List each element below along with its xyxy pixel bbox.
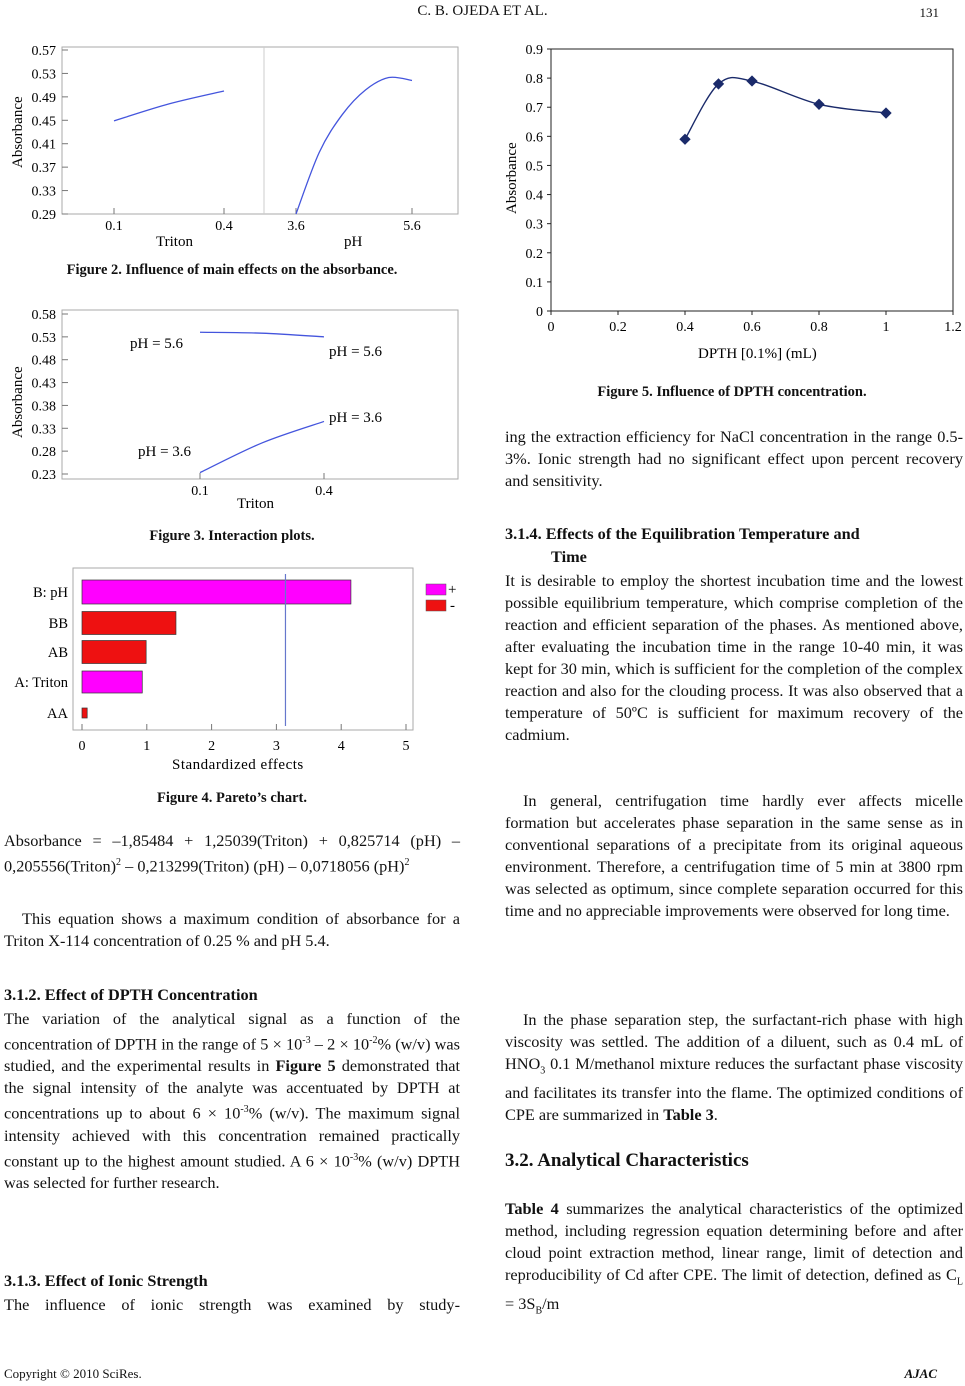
fig2-xtick-label: 3.6 [287, 219, 305, 234]
fig5-xlabel: DPTH [0.1%] (mL) [698, 346, 817, 362]
fig4-xtick-label: 1 [143, 739, 151, 754]
equation-text [4, 830, 460, 877]
footer-journal: AJAC [904, 1366, 937, 1381]
section-heading-3-2: 3.2. Analytical Characteristics [505, 1150, 749, 1171]
fig5-data-point [679, 134, 690, 145]
sup: -2 [369, 1035, 378, 1046]
paragraph-text: demonstrated that the signal intensity of the analyte was accentuated by DPTH at concentrations up to about 6 × 10 [4, 1056, 460, 1123]
paragraph-dpth [4, 1008, 460, 1194]
fig5-xtick-label: 1.2 [944, 320, 962, 335]
table-4-ref[interactable]: Table 4 [505, 1199, 559, 1218]
paragraph-analytical [505, 1198, 963, 1323]
fig2-xtick-label: 5.6 [403, 219, 421, 234]
fig2-xlabel-ph: pH [344, 234, 363, 250]
equation-sup: 2 [404, 857, 410, 868]
fig3-ytick-label: 0.38 [31, 399, 56, 415]
page-number: 131 [919, 5, 939, 20]
fig5-series-line [685, 78, 886, 140]
paragraph-text: % (w/v). The maximum signal intensity achieved with this concentration remained practically constant up to the highest amount studied. A 6 × 10 [4, 1103, 460, 1171]
figure-2-caption: Figure 2. Influence of main effects on the absorbance. [66, 262, 398, 278]
fig5-ytick-label: 0 [536, 305, 543, 320]
fig5-ytick-label: 0.5 [525, 159, 543, 175]
fig4-bar [82, 612, 176, 635]
paragraph-text: /m [542, 1294, 560, 1314]
fig3-series-line [200, 421, 324, 472]
running-header: C. B. OJEDA ET AL. [417, 3, 548, 19]
fig3-xtick-label: 0.1 [191, 484, 209, 499]
fig4-category-label: B: pH [32, 585, 68, 601]
figure-3-caption: Figure 3. Interaction plots. [149, 528, 315, 544]
fig4-category-label: AB [47, 645, 68, 661]
paragraph-text: summarizes the analytical characteristics of the optimized method, including regression equation determining before and after cloud point extraction method, linear range, limit of detection and reproducibility of Cd after CPE. The limit of detection, defined as C [505, 1199, 963, 1284]
sup: -3 [240, 1104, 249, 1116]
fig2-xlabel-triton: Triton [156, 234, 193, 250]
fig3-xtick-label: 0.4 [315, 484, 333, 499]
paragraph-nacl: ing the extraction efficiency for NaCl concentration in the range 0.5-3%. Ionic strength had no significant effect upon percent recovery and sensitivity. [505, 427, 963, 490]
fig5-xtick-label: 1 [882, 320, 890, 335]
fig2-ytick-label: 0.33 [31, 184, 56, 200]
fig5-ytick-label: 0.9 [525, 43, 543, 58]
paragraph-phase-separation [505, 1009, 963, 1126]
fig3-ytick-label: 0.23 [31, 468, 56, 483]
fig2-xtick-label: 0.4 [215, 219, 233, 234]
fig4-category-label: BB [48, 616, 68, 632]
fig4-xtick-label: 0 [78, 739, 86, 754]
fig4-category-label: A: Triton [14, 675, 68, 691]
fig5-ytick-label: 0.2 [525, 246, 543, 262]
sub: 3 [540, 1065, 546, 1077]
fig5-data-point [880, 107, 891, 118]
fig5-xtick-label: 0.6 [743, 320, 761, 335]
fig4-legend-plus: + [448, 582, 457, 598]
fig2-line-ph [296, 77, 412, 214]
fig5-ytick-label: 0.4 [525, 188, 543, 204]
fig4-xtick-label: 3 [272, 739, 280, 754]
fig4-bar [82, 708, 87, 718]
paragraph-text: = 3S [505, 1294, 536, 1314]
footer-copyright: Copyright © 2010 SciRes. [4, 1366, 142, 1381]
fig4-bar [82, 641, 146, 664]
fig3-label-ph56-right: pH = 5.6 [329, 344, 383, 360]
equation-part: Absorbance = –1,85484 + 1,25039(Triton) + 0,825714 (pH) – 0,205556(Triton) [4, 831, 460, 876]
sub: L [956, 1276, 963, 1288]
paragraph-incubation: It is desirable to employ the shortest incubation time and the lowest possible equilibrium temperature, which comprise completion of the reaction and efficient separation of the phases. As mentioned above, after evaluating the incubation time in the range 10-40 min, it was kept for 30 min, which is sufficient for the completion of the complex reaction and also for the clouding process. It was also observed that a temperature of 50ºC is sufficient for maximum recovery of the cadmium. [505, 571, 963, 744]
fig2-ytick-label: 0.49 [31, 90, 56, 106]
figure-3 [4, 302, 460, 514]
figure-5-chart [502, 38, 962, 363]
paragraph-text: % (w/v) DPTH was selected for further research. [4, 1151, 460, 1193]
section-heading-3-1-4: 3.1.4. Effects of the Equilibration Temperature and [505, 524, 860, 543]
fig5-ytick-label: 0.1 [525, 275, 543, 291]
paragraph-text: The variation of the analytical signal as a function of the concentration of DPTH in the range of 5 × 10 [4, 1009, 460, 1054]
fig4-xtick-label: 2 [208, 739, 216, 754]
fig3-ytick-label: 0.33 [31, 422, 56, 438]
section-heading-3-1-2: 3.1.2. Effect of DPTH Concentration [4, 985, 258, 1004]
fig2-ytick-label: 0.37 [31, 161, 56, 177]
figure-5-caption: Figure 5. Influence of DPTH concentration. [597, 384, 867, 400]
fig4-bar [82, 580, 351, 604]
fig3-ytick-label: 0.58 [31, 308, 56, 323]
equation-part: – 0,213299(Triton) (pH) – 0,0718056 (pH) [121, 856, 405, 876]
fig3-label-ph36-left: pH = 3.6 [138, 444, 192, 460]
paragraph-text: – 2 × 10 [310, 1034, 370, 1054]
fig5-xtick-label: 0 [547, 320, 555, 335]
fig4-xlabel: Standardized effects [172, 757, 304, 773]
section-heading-3-1-4-cont: Time [551, 547, 587, 566]
fig5-xtick-label: 0.8 [810, 320, 828, 335]
fig5-ytick-label: 0.6 [525, 130, 543, 146]
fig2-ytick-label: 0.41 [31, 137, 56, 153]
fig4-legend-minus-swatch [426, 600, 446, 611]
fig3-xlabel: Triton [237, 496, 274, 512]
fig5-ytick-label: 0.7 [525, 101, 543, 117]
fig2-ytick-label: 0.29 [31, 208, 56, 223]
section-heading-3-1-3: 3.1.3. Effect of Ionic Strength [4, 1271, 208, 1290]
fig5-data-point [813, 99, 824, 110]
fig4-category-label: AA [47, 706, 68, 722]
fig4-bar [82, 671, 142, 693]
fig4-xtick-label: 5 [402, 739, 410, 754]
fig5-data-point [746, 75, 757, 86]
fig3-label-ph56-left: pH = 5.6 [130, 336, 184, 352]
figure-2 [4, 38, 460, 252]
fig3-ylabel: Absorbance [10, 366, 26, 438]
fig2-line-triton [114, 91, 224, 121]
figure-4 [4, 566, 460, 776]
fig3-ytick-label: 0.53 [31, 330, 56, 346]
fig3-series-line [200, 332, 324, 337]
fig5-ytick-label: 0.8 [525, 72, 543, 88]
paragraph-text: % (w/v) was studied, and the experimental results in [4, 1034, 460, 1076]
paragraph-centrifugation [505, 790, 963, 922]
fig2-ytick-label: 0.57 [31, 44, 56, 59]
fig3-ytick-label: 0.43 [31, 376, 56, 392]
fig5-xtick-label: 0.4 [676, 320, 694, 335]
fig4-xtick-label: 4 [337, 739, 345, 754]
figure-2-chart [4, 38, 460, 252]
fig3-ytick-label: 0.28 [31, 445, 56, 461]
figure-5 [502, 38, 962, 363]
paragraph-text: In the phase separation step, the surfactant-rich phase with high viscosity was settled. The addition of a diluent, such as 0.4 mL of HNO [505, 1010, 963, 1073]
sup: -3 [349, 1151, 359, 1163]
paragraph-text: This equation shows a maximum condition of absorbance for a Triton X-114 concentration of 0.25 % and pH 5.4. [4, 909, 460, 950]
fig4-legend-plus-swatch [426, 584, 446, 595]
fig5-ytick-label: 0.3 [525, 217, 543, 233]
figure-5-ref[interactable]: Figure 5 [275, 1056, 336, 1076]
fig2-xtick-label: 0.1 [105, 219, 123, 234]
equation-sup: 2 [116, 857, 122, 868]
table-3-ref[interactable]: Table 3 [663, 1105, 714, 1125]
sup: -3 [302, 1035, 311, 1046]
fig3-ytick-label: 0.48 [31, 353, 56, 369]
sub: B [535, 1305, 543, 1317]
fig4-legend-minus: - [450, 598, 455, 614]
paragraph-equation-discussion [4, 908, 460, 952]
paragraph-ionic-strength: The influence of ionic strength was examined by study- [4, 1295, 460, 1314]
figure-4-caption: Figure 4. Pareto’s chart. [157, 790, 307, 806]
fig2-ytick-label: 0.45 [31, 114, 56, 130]
paragraph-text: 0.1 M/methanol mixture reduces the surfactant phase viscosity and facilitates its transfer into the flame. The optimized conditions of CPE are summarized in [505, 1054, 963, 1125]
fig5-ylabel: Absorbance [504, 142, 520, 214]
figure-4-chart [4, 566, 460, 776]
fig2-ylabel: Absorbance [10, 96, 26, 168]
fig5-xtick-label: 0.2 [609, 320, 627, 335]
figure-3-chart [4, 302, 460, 514]
fig2-ytick-label: 0.53 [31, 67, 56, 83]
paragraph-text: In general, centrifugation time hardly ever affects micelle formation but accelerates phase separation in the same sense as in conventional separations of a precipitate from its original aqueous environment. Therefore, a centrifugation time of 5 min at 3800 rpm was selected as optimum, since complete separation occurred for this time and no appreciable improvements were observed for long time. [505, 791, 963, 920]
fig3-label-ph36-right: pH = 3.6 [329, 410, 383, 426]
paragraph-text: . [713, 1105, 718, 1125]
